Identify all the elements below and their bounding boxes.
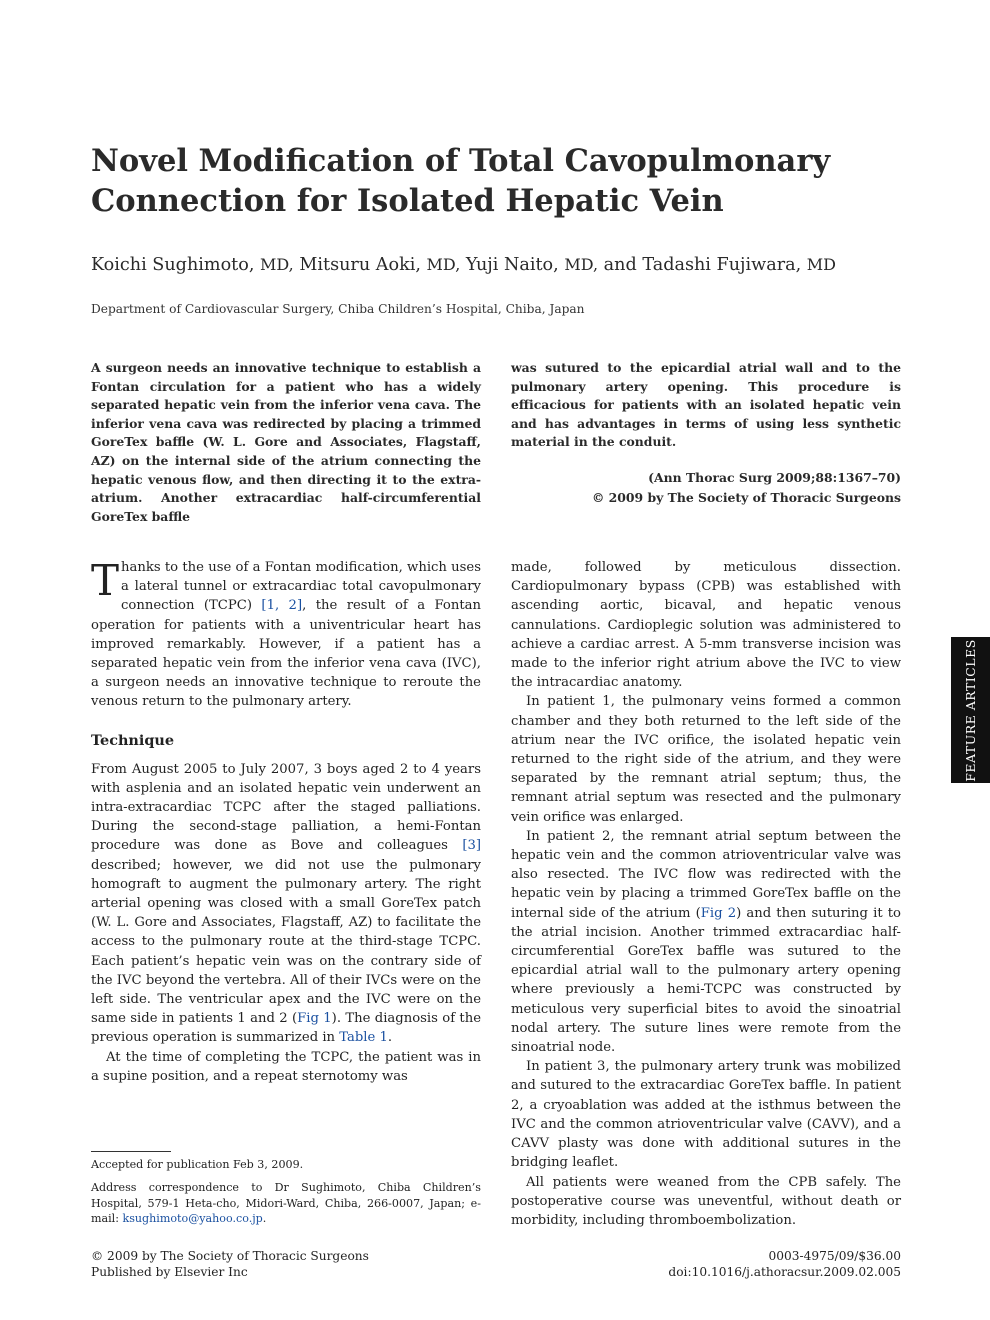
reference-link-3[interactable]: [3]: [462, 838, 481, 854]
body-paragraph-4: In patient 3, the pulmonary artery trunk was mobilized and sutured to the extracardiac GoreTex baffle. In patient 2, a cryoablation was added at the isthmus between the IVC and the common atrioventricular valve (CAVV), and a CAVV plasty was done with additional sutures in the bridging leaflet.: [511, 1059, 901, 1171]
section-heading-technique: Technique: [91, 731, 175, 749]
footnote-rule: [91, 1151, 171, 1152]
footer-copyright: © 2009 by The Society of Thoracic Surgeons: [91, 1249, 369, 1263]
footnote-address: [91, 1180, 481, 1227]
article-title: Novel Modification of Total Cavopulmonary Connection for Isolated Hepatic Vein: [91, 143, 831, 219]
author-list: [91, 252, 911, 278]
author-name: Yuji Naito,: [465, 255, 559, 275]
address-period: .: [262, 1212, 267, 1226]
affiliation: Department of Cardiovascular Surgery, Chiba Children’s Hospital, Chiba, Japan: [91, 302, 585, 316]
abstract-right: was sutured to the epicardial atrial wall and to the pulmonary artery opening. This procedure is efficacious for patients with an isolated hepatic vein and has advantages in terms of using less synthetic material in the conduit.: [511, 360, 901, 450]
reference-link-1-2[interactable]: [1, 2]: [261, 598, 303, 614]
author-name: Koichi Sughimoto,: [91, 255, 255, 275]
footer-issn: 0003-4975/09/$36.00: [768, 1249, 901, 1263]
citation-block: [511, 468, 901, 508]
author-degree: MD,: [564, 255, 599, 274]
table-link-1[interactable]: Table 1: [339, 1030, 388, 1046]
email-link[interactable]: ksughimoto@yahoo.co.jp: [122, 1212, 263, 1226]
technique-paragraph-2: At the time of completing the TCPC, the patient was in a supine position, and a repeat sternotomy was: [91, 1049, 481, 1084]
author-degree: MD,: [260, 255, 294, 274]
author-degree: MD,: [426, 255, 461, 274]
author-name: and Tadashi Fujiwara,: [603, 255, 802, 275]
footnote-accepted: Accepted for publication Feb 3, 2009.: [91, 1158, 304, 1171]
paragraph-text: ) and then suturing it to the atrial incision. Another trimmed extracardiac half-circumferential GoreTex baffle was sutured to the epicardial atrial wall to the pulmonary artery opening where previously a hemi-TCPC was constructed by meticulous very superficial bites to avoid the sinoatrial nodal artery. The suture lines were remote from the sinoatrial node.: [511, 905, 901, 1056]
footer-publisher: Published by Elsevier Inc: [91, 1264, 248, 1279]
paragraph-text: From August 2005 to July 2007, 3 boys aged 2 to 4 years with asplenia and an isolated hepatic vein underwent an intra-extracardiac TCPC after the staged palliations. During the second-stage palliation, a hemi-Fontan procedure was done as Bove and colleagues: [91, 761, 481, 854]
figure-link-1[interactable]: Fig 1: [297, 1011, 332, 1027]
body-paragraph-3: [511, 827, 901, 1057]
body-paragraph-2: In patient 1, the pulmonary veins formed a common chamber and they both returned to the left side of the atrium near the IVC orifice, the isolated hepatic vein returned to the right side of the atrium, and they were separated by the remnant atrial septum; thus, the remnant atrial septum was resected and the pulmonary vein orifice was enlarged.: [511, 694, 901, 825]
author-degree: MD: [806, 255, 836, 274]
technique-paragraph-1: [91, 760, 481, 1048]
body-paragraph-1: made, followed by meticulous dissection. Cardiopulmonary bypass (CPB) was established with ascending aortic, bicaval, and hepatic venous cannulations. Cardioplegic solution was administered to achieve a cardiac arrest. A 5-mm transverse incision was made to the inferior right atrium above the IVC to view the intracardiac anatomy.: [511, 560, 901, 691]
paragraph-text: .: [387, 1030, 393, 1046]
body-column-left: [91, 558, 481, 1086]
body-paragraph-5: All patients were weaned from the CPB safely. The postoperative course was uneventful, without death or morbidity, including thromboembolization.: [511, 1174, 901, 1228]
figure-link-2[interactable]: Fig 2: [700, 905, 737, 921]
paragraph-text: described; however, we did not use the pulmonary homograft to augment the pulmonary artery. The right arterial opening was closed with a small GoreTex patch (W. L. Gore and Associates, Flagstaff, AZ) to facilitate the access to the pulmonary route at the third-stage TCPC. Each patient’s hepatic vein was on the contrary side of the IVC beyond the vertebra. All of their IVCs were on the left side. The ventricular apex and the IVC were on the same side in patients 1 and 2 (: [91, 857, 481, 1027]
intro-text-cont: , the result of a Fontan operation for patients with a univentricular heart has improved remarkably. However, if a patient has a separated hepatic vein from the inferior vena cava (IVC), a surgeon needs an innovative technique to reroute the venous return to the pulmonary artery.: [91, 598, 481, 710]
footer-doi: doi:10.1016/j.athoracsur.2009.02.005: [668, 1264, 901, 1279]
paragraph-text: ). The diagnosis of the previous operation is summarized in: [91, 1011, 481, 1046]
footer-right: [561, 1249, 901, 1280]
footer-left: [91, 1249, 491, 1280]
section-side-tab: [951, 637, 990, 783]
abstract-left: A surgeon needs an innovative technique to establish a Fontan circulation for a patient who has a widely separated hepatic vein from the inferior vena cava. The inferior vena cava was redirected by placing a trimmed GoreTex baffle (W. L. Gore and Associates, Flagstaff, AZ) on the internal side of the atrium connecting the hepatic venous flow, and then directing it to the extra-atrium. Another extracardiac half-circumferential GoreTex baffle: [91, 360, 481, 524]
abstract-copyright: © 2009 by The Society of Thoracic Surgeons: [591, 490, 901, 505]
journal-citation: (Ann Thorac Surg 2009;88:1367–70): [648, 470, 901, 485]
intro-text: hanks to the use of a Fontan modification, which uses a lateral tunnel or extracardiac total cavopulmonary connection (TCPC): [121, 560, 481, 614]
side-tab-label: FEATURE ARTICLES: [963, 638, 979, 782]
address-text: Address correspondence to Dr Sughimoto, Chiba Children’s Hospital, 579-1 Heta-cho, Midori-Ward, Chiba, 266-0007, Japan; e-mail:: [91, 1181, 481, 1226]
drop-cap: T: [91, 556, 120, 605]
body-column-right: [511, 558, 901, 1230]
author-name: Mitsuru Aoki,: [299, 255, 421, 275]
intro-paragraph: [91, 558, 481, 712]
paragraph-text: In patient 2, the remnant atrial septum between the hepatic vein and the common atrioventricular valve was also resected. The IVC flow was redirected with the hepatic vein by placing a trimmed GoreTex baffle on the internal side of the atrium (: [511, 828, 901, 921]
